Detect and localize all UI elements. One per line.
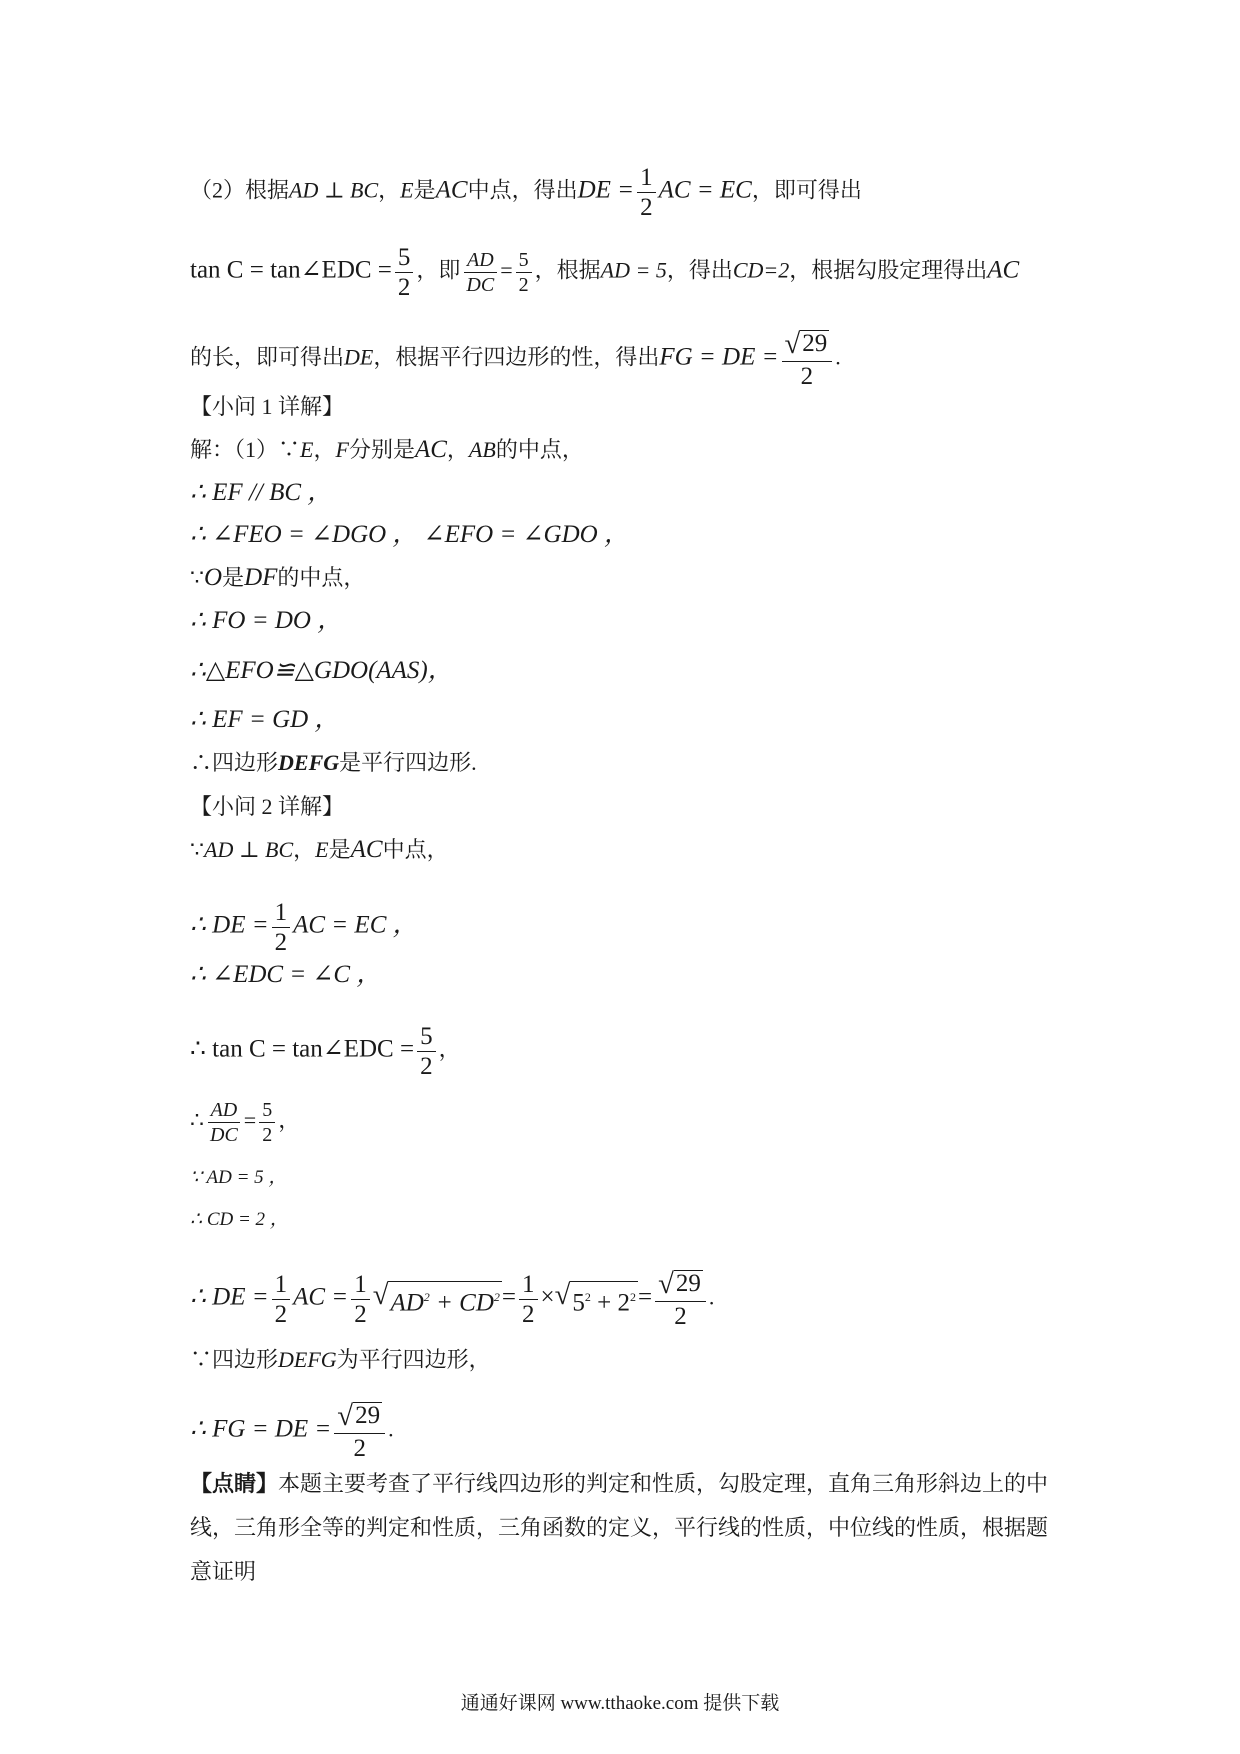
math: DEFG	[278, 1347, 337, 1372]
text: 的中点，	[277, 565, 366, 590]
text: 中点，	[382, 837, 449, 862]
text: ，	[378, 177, 401, 203]
text: .	[388, 1416, 394, 1442]
text: ，	[313, 437, 336, 462]
fraction: $\frac{AD}{DC}$	[463, 248, 497, 297]
math: AD ⊥ BC	[204, 837, 294, 862]
text: =	[501, 1283, 517, 1311]
comment	[190, 1462, 1060, 1594]
math: O	[204, 564, 223, 591]
text: 是	[328, 837, 351, 862]
q2-step-2	[190, 898, 418, 957]
math: ∴ DE =	[190, 1283, 269, 1311]
math: ∴ tan C = tan∠EDC =	[190, 1035, 415, 1063]
math: AC	[350, 836, 383, 863]
text: ，	[438, 1036, 461, 1062]
text: （2）根据	[190, 177, 290, 203]
math: CD=2	[732, 257, 790, 283]
q2-step-9	[190, 1345, 491, 1375]
text: ，根据勾股定理得出	[789, 257, 988, 283]
text: .	[708, 1284, 715, 1310]
text: ，根据	[534, 257, 601, 283]
footer: 通通好课网 www.tthaoke.com 提供下载	[460, 1693, 780, 1714]
fraction: $\frac{1}{2}$	[351, 1270, 370, 1329]
math: AD = 5	[600, 257, 667, 283]
fraction: $\frac{5}{2}$	[259, 1098, 275, 1147]
fraction: √ 29 2	[334, 1400, 385, 1463]
math: AC	[987, 256, 1020, 284]
q1-step-3: ∴ ∠FEO = ∠DGO ， ∠EFO = ∠GDO ，	[190, 521, 629, 548]
q1-step-2: ∴ EF // BC ，	[190, 479, 333, 506]
intro-line-1	[190, 163, 862, 222]
math: AC = EC	[658, 176, 752, 204]
q2-step-6: ∵ AD = 5 ，	[190, 1167, 288, 1188]
text: ∴	[190, 1107, 204, 1133]
text: ，即	[416, 257, 461, 283]
math: DEFG	[278, 750, 340, 775]
text: 的中点，	[495, 437, 584, 462]
math: E	[315, 837, 329, 862]
text: ，	[278, 1107, 301, 1133]
text: ∵	[190, 565, 204, 590]
fraction: $\frac{1}{2}$	[272, 898, 291, 957]
fraction: $\frac{5}{2}$	[516, 248, 532, 297]
math: FG = DE =	[659, 343, 779, 371]
q2-step-7: ∴ CD = 2 ，	[190, 1209, 289, 1230]
fraction: $\frac{AD}{DC}$	[207, 1098, 241, 1147]
text: ∵	[190, 837, 204, 862]
text: ，根据平行四边形的性，得出	[373, 344, 660, 370]
fraction: √ 29 2	[655, 1268, 706, 1331]
text: ，	[446, 437, 469, 462]
text: ，得出	[666, 257, 733, 283]
text: 中点，得出	[467, 177, 578, 203]
text: =	[500, 257, 513, 283]
q2-step-4	[190, 1022, 461, 1081]
q2-header: 【小问 2 详解】	[190, 794, 345, 819]
fraction: √ 29 2	[782, 328, 833, 391]
q1-header: 【小问 1 详解】	[190, 394, 345, 419]
q2-step-10	[190, 1400, 394, 1463]
math: DF	[244, 564, 278, 591]
fraction: $\frac{5}{2}$	[395, 243, 414, 302]
math: AB	[468, 437, 496, 462]
math: AC	[414, 436, 447, 463]
q1-step-7: ∴ EF = GD ，	[190, 706, 340, 733]
intro-line-3	[190, 328, 841, 391]
math: AC = EC ，	[293, 911, 418, 939]
intro-line-2	[190, 243, 1019, 302]
q2-step-1	[190, 835, 449, 865]
comment-text: 本题主要考查了平行线四边形的判定和性质，勾股定理，直角三角形斜边上的中线，三角形全等的判定和性质，三角函数的定义，平行线的性质，中位线的性质，根据题意证明	[190, 1471, 1049, 1584]
q1-step-8	[190, 748, 477, 778]
math: ∴ DE =	[190, 911, 269, 939]
math: E	[400, 177, 414, 203]
q1-step-4	[190, 563, 365, 593]
text: 的长，即可得出	[190, 344, 345, 370]
fraction: $\frac{1}{2}$	[637, 163, 656, 222]
text: 是	[222, 565, 245, 590]
q2-step-5	[190, 1098, 300, 1147]
text: =	[243, 1107, 257, 1133]
comment-label: 【点睛】	[190, 1471, 279, 1496]
text: ，即可得出	[751, 177, 862, 203]
text: 是平行四边形.	[339, 750, 477, 775]
math: DE	[344, 344, 374, 370]
text: ∴四边形	[190, 750, 279, 775]
math: F	[335, 437, 349, 462]
math: AC =	[293, 1283, 349, 1311]
q2-step-8	[190, 1268, 714, 1331]
fraction: $\frac{1}{2}$	[272, 1270, 291, 1329]
math: AC	[435, 176, 468, 204]
square-root: √ $AD^2 + CD^2$	[372, 1279, 500, 1317]
text: ∵四边形	[190, 1347, 279, 1372]
math: DE =	[577, 176, 635, 204]
q1-step-6: ∴△EFO≌△GDO(AAS)，	[190, 657, 453, 684]
q1-step-5: ∴ FO = DO ，	[190, 607, 343, 634]
text: =	[638, 1283, 653, 1311]
math: AD ⊥ BC	[289, 177, 379, 203]
square-root: √ $5^2 + 2^2$	[554, 1279, 637, 1317]
text: ×	[540, 1283, 555, 1311]
q2-step-3: ∴ ∠EDC = ∠C ，	[190, 961, 382, 988]
text: ，	[293, 837, 316, 862]
text: 是	[413, 177, 436, 203]
text: 为平行四边形，	[336, 1347, 491, 1372]
fraction: $\frac{1}{2}$	[519, 1270, 538, 1329]
math: ∴ FG = DE =	[190, 1415, 332, 1443]
fraction: $\frac{5}{2}$	[417, 1022, 436, 1081]
math: tan C = tan∠EDC =	[190, 256, 392, 284]
math: E	[300, 437, 314, 462]
text: .	[835, 344, 841, 370]
q1-step-1	[190, 435, 584, 465]
text: 解：（1）∵	[190, 437, 301, 462]
text: 分别是	[348, 437, 415, 462]
